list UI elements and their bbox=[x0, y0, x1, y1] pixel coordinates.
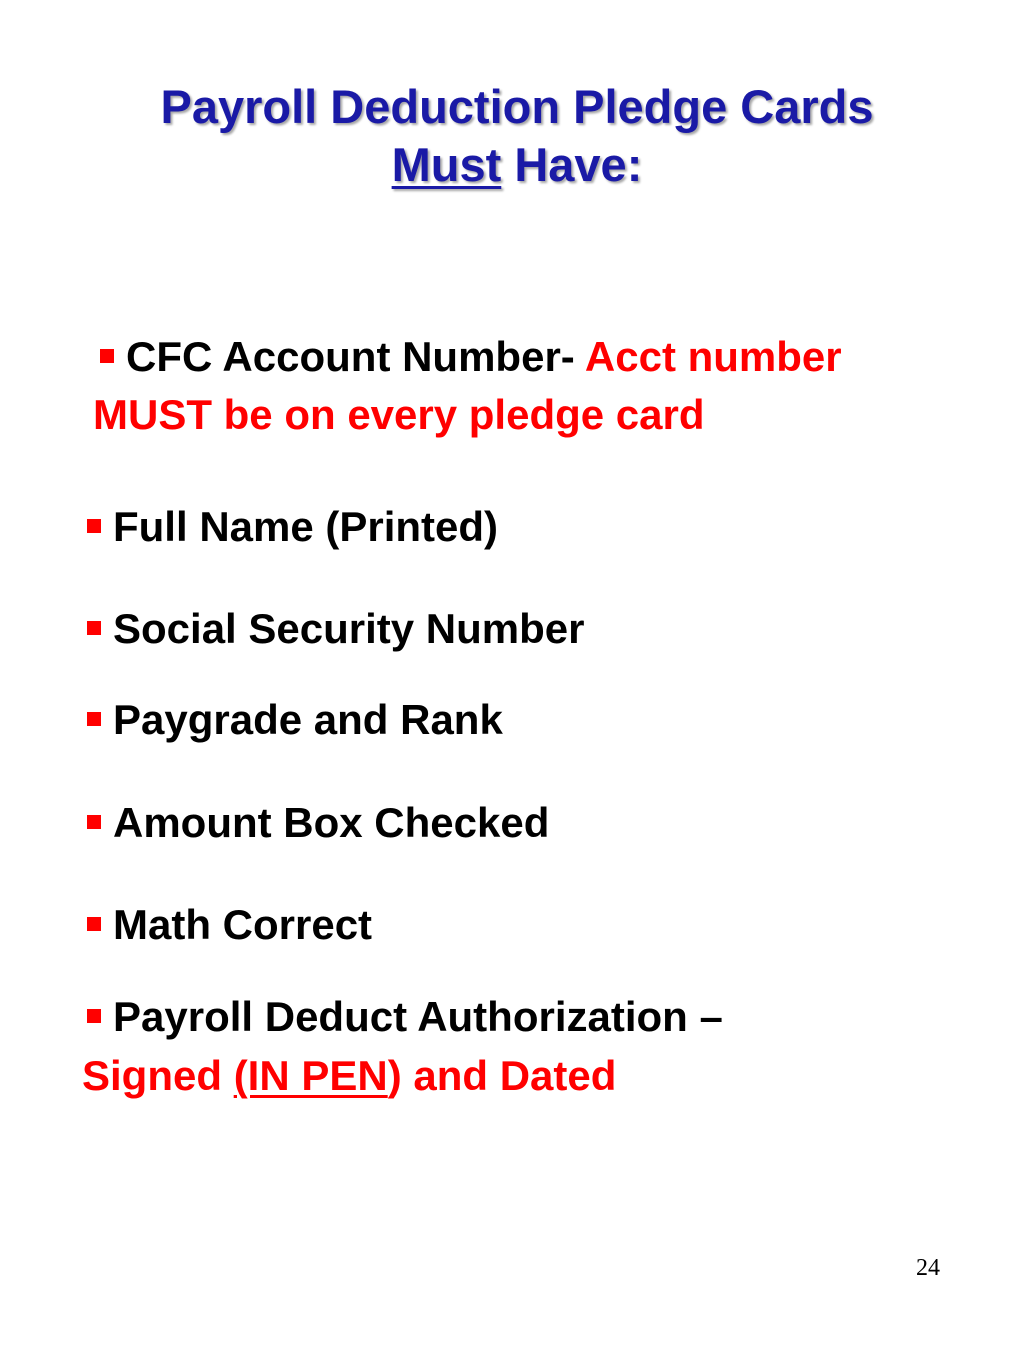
detail-signed: Signed bbox=[82, 1052, 234, 1099]
list-item-paygrade bbox=[87, 691, 503, 749]
title-line-2 bbox=[0, 136, 1024, 194]
list-item-full-name bbox=[87, 498, 498, 556]
list-item-math-correct bbox=[87, 896, 372, 954]
item-detail-signature bbox=[82, 1047, 616, 1105]
item-label: Math Correct bbox=[113, 901, 373, 948]
red-square-bullet-icon bbox=[87, 519, 101, 533]
item-label: Social Security Number bbox=[113, 605, 585, 652]
item-label: Paygrade and Rank bbox=[113, 696, 503, 743]
list-item-amount-box bbox=[87, 794, 549, 852]
list-item-cfc-account bbox=[100, 328, 842, 386]
title-have: Have: bbox=[501, 138, 643, 191]
item-label: Payroll Deduct Authorization – bbox=[113, 993, 723, 1040]
item-label: CFC Account Number- bbox=[126, 333, 575, 380]
red-square-bullet-icon bbox=[87, 917, 101, 931]
detail-and-dated: ) and Dated bbox=[387, 1052, 617, 1099]
red-square-bullet-icon bbox=[100, 349, 114, 363]
page-number: 24 bbox=[916, 1255, 940, 1281]
item-detail-must-be-on-card: MUST be on every pledge card bbox=[93, 391, 705, 438]
item-label: Amount Box Checked bbox=[113, 799, 550, 846]
title-line-1: Payroll Deduction Pledge Cards bbox=[160, 80, 874, 133]
detail-in-pen-underlined: (IN PEN bbox=[233, 1052, 388, 1099]
list-item-ssn bbox=[87, 600, 585, 658]
list-item-payroll-authorization bbox=[87, 988, 723, 1046]
item-label: Full Name (Printed) bbox=[113, 503, 499, 550]
red-square-bullet-icon bbox=[87, 621, 101, 635]
red-square-bullet-icon bbox=[87, 712, 101, 726]
item-detail-acct-number: Acct number bbox=[584, 333, 842, 380]
title-must-underlined: Must bbox=[391, 138, 502, 191]
slide-title bbox=[0, 78, 1024, 194]
red-square-bullet-icon bbox=[87, 815, 101, 829]
red-square-bullet-icon bbox=[87, 1009, 101, 1023]
